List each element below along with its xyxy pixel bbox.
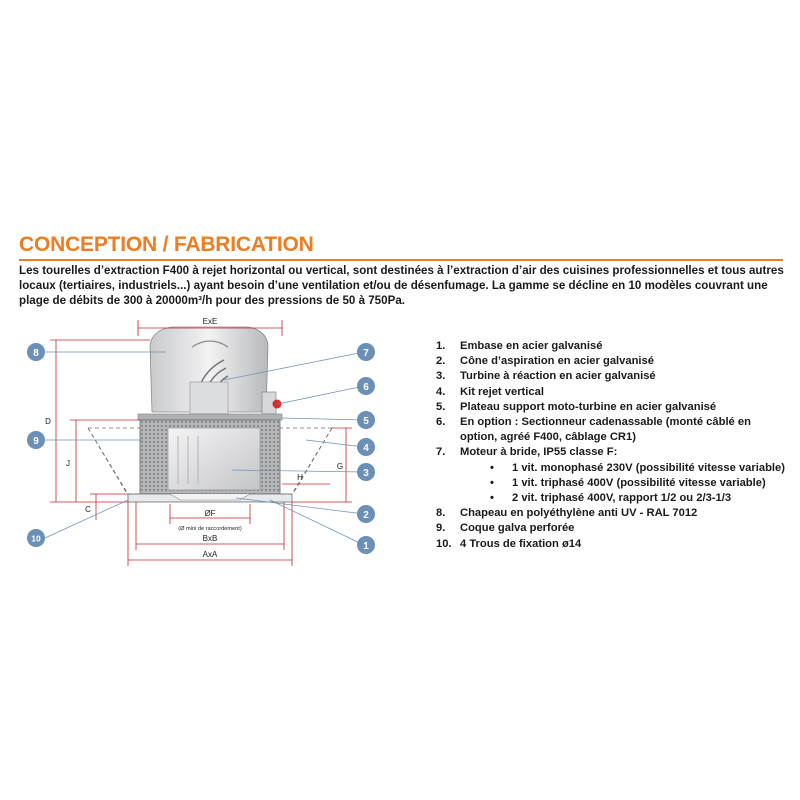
list-item: 9. Coque galva perforée [436,522,575,535]
callout-8 [27,343,45,361]
list-item: 7. Moteur à bride, IP55 classe F: • 1 vit. monophasé 230V (possibilité vitesse variable) • 1 vit. triphasé 400V (possibilité vitesse variable) • 2 vit. triphasé 400V, rapport 1/2 ou 2/3-1/3 [436,445,786,506]
intro-paragraph: Les tourelles d’extraction F400 à rejet horizontal ou vertical, sont destinées à l’extraction d’air des cuisines professionnelles et tous autres locaux (tertiaires, industriels...) ayant besoin d’une ventilation et/ou de désenfumage. La gamme se décline en 10 modèles couvrant une plage de débits de 300 à 20000m³/h pour des pressions de 50 à 750Pa. [19,264,784,307]
sub-list-item: • 1 vit. monophasé 230V (possibilité vitesse variable) [460,461,786,476]
list-item: 6. En option : Sectionneur cadenassable (monté câblé en option, agréé F400, câblage CR1) [436,416,751,444]
svg-text:3: 3 [363,468,369,479]
callout-3 [357,463,375,481]
callout-10 [27,529,45,547]
dim-j-label: J [66,459,70,468]
dim-axa-label: AxA [202,550,218,559]
dim-h-label: H [297,473,303,482]
callout-4 [357,438,375,456]
dim-d-label: D [45,417,51,426]
svg-text:8: 8 [33,348,39,359]
callout-7 [357,343,375,361]
sub-list-item: • 2 vit. triphasé 400V, rapport 1/2 ou 2/3-1/3 [460,491,786,506]
svg-text:9: 9 [33,436,39,447]
dim-c-label: C [85,505,91,514]
svg-text:5: 5 [363,416,369,427]
callout-1 [357,536,375,554]
list-item: 1. Embase en acier galvanisé [436,340,603,352]
svg-text:7: 7 [363,348,369,359]
motor-body [190,382,228,414]
list-item: 4. Kit rejet vertical [436,385,544,398]
dim-exe-label: ExE [202,317,218,326]
callout-9 [27,431,45,449]
list-item: 5. Plateau support moto-turbine en acier galvanisé [436,400,717,413]
callout-6 [357,377,375,395]
dim-f-label: ØF [204,509,216,518]
callout-5 [357,411,375,429]
svg-text:4: 4 [363,443,369,454]
isolator-knob [273,400,282,409]
sub-list-item: • 1 vit. triphasé 400V (possibilité vitesse variable) [460,476,786,491]
dim-bxb-label: BxB [202,534,218,543]
svg-text:2: 2 [363,510,369,521]
section-title: CONCEPTION / FABRICATION [19,233,314,256]
parts-list [436,339,786,552]
dim-g-label: G [336,462,344,471]
svg-text:10: 10 [31,533,41,544]
motor-plate [138,414,282,420]
list-item: 10. 4 Trous de fixation ø14 [436,537,582,550]
list-item: 8. Chapeau en polyéthylène anti UV - RAL 7012 [436,507,698,520]
turbine [168,428,260,490]
motor-options [460,461,786,507]
list-item: 3. Turbine à réaction en acier galvanisé [436,370,656,383]
dim-f-note: (Ø mini de raccordement) [178,526,242,532]
svg-text:1: 1 [363,541,369,552]
inlet-cone [170,494,250,500]
callout-2 [357,505,375,523]
list-item: 2. Cône d’aspiration en acier galvanisé [436,355,654,368]
svg-text:6: 6 [363,382,369,393]
